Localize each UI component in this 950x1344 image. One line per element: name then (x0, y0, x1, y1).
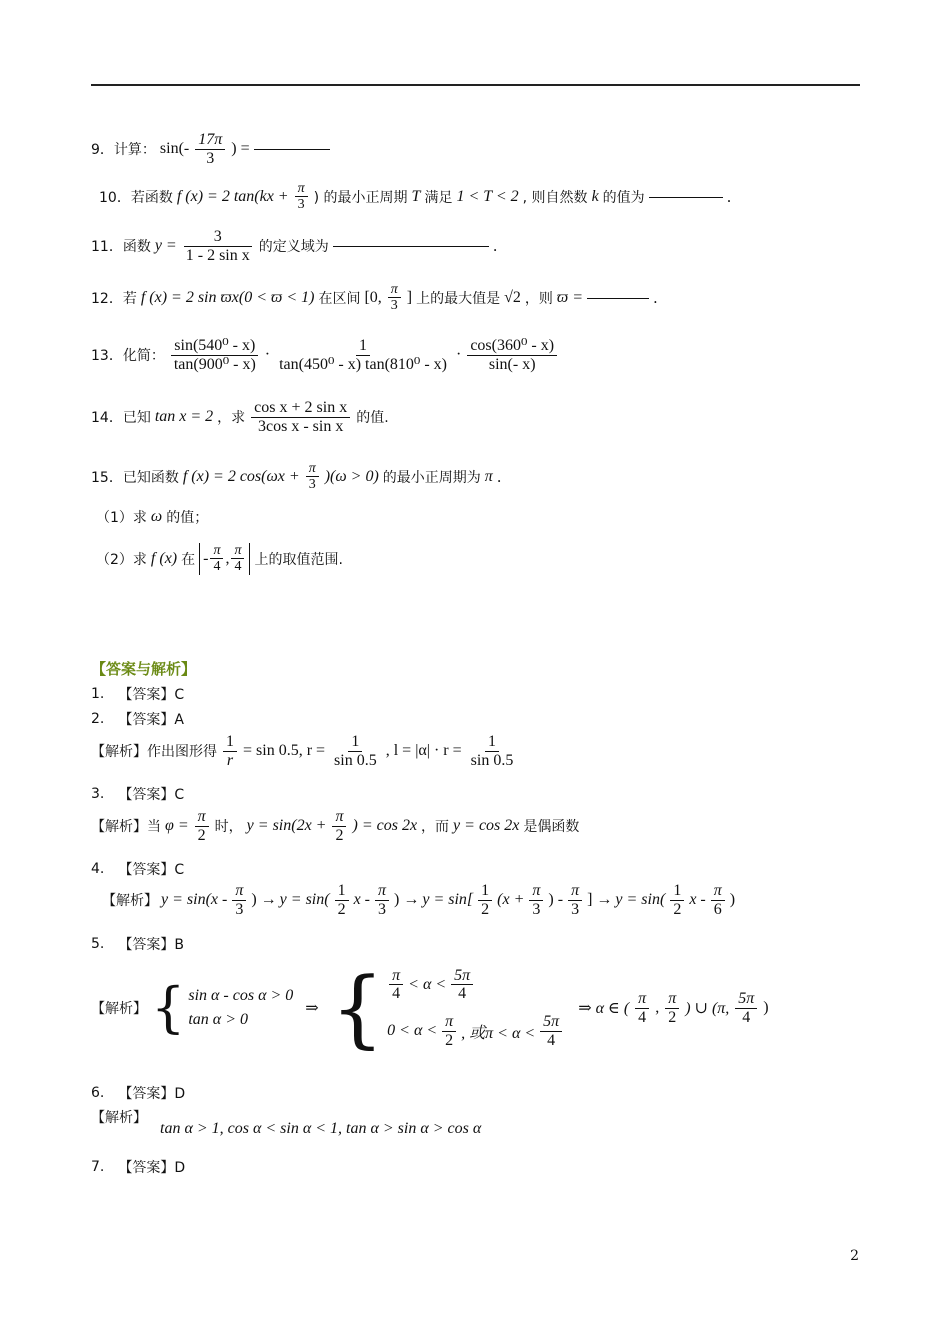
fraction-num: π (635, 990, 649, 1009)
fraction-num: 17π (195, 131, 225, 150)
fraction-num: π (665, 990, 679, 1009)
period-symbol: T (411, 187, 421, 205)
explanation-expr: y = cos 2x (453, 817, 520, 835)
answer-number: 7. (91, 1159, 105, 1175)
pi-symbol: π (484, 467, 493, 485)
part-text: 在 (181, 551, 196, 568)
fraction-den: 2 (445, 1031, 454, 1049)
fraction-num: cos x + 2 sin x (251, 399, 350, 418)
fraction-den: 2 (481, 900, 490, 918)
period-mark: . (496, 467, 502, 486)
fraction-num: 3 (184, 228, 252, 247)
answer-label: 【答案】B (118, 937, 184, 953)
fraction (442, 1013, 456, 1049)
step-expr: ] → (587, 891, 613, 909)
fraction-num: cos(360⁰ - x) (467, 337, 557, 356)
fraction-den: 6 (713, 900, 722, 918)
multiply-dot: · (264, 346, 271, 364)
fraction-num: 1 (485, 733, 499, 752)
problem-10-text: ) 的最小正周期 (313, 189, 408, 206)
fraction-den: 2 (197, 826, 206, 844)
fraction (183, 228, 253, 264)
problem-14-condition: tan x = 2 (154, 408, 214, 426)
fraction-num: π (232, 882, 246, 901)
problem-14-text: 的值. (356, 410, 389, 427)
answer-blank[interactable] (649, 196, 723, 198)
brace-icon: { (151, 976, 186, 1039)
inequality: tan α > 0 (188, 1011, 248, 1028)
fraction-den: sin 0.5 (334, 751, 377, 769)
step-expr: ) (729, 891, 736, 909)
step-expr: y = sin(x - (161, 891, 228, 909)
part-label: （2）求 (96, 551, 147, 568)
problem-15-expr: )(ω > 0) (324, 467, 379, 485)
explanation-label: 【解析】 (91, 1001, 147, 1017)
inequality-row (387, 967, 564, 1003)
fraction-den: 4 (638, 1008, 647, 1026)
fraction (670, 882, 684, 918)
fraction (295, 181, 308, 213)
explanation-label: 【解析】当 (91, 819, 161, 836)
fraction (171, 337, 259, 373)
minus-sign: - (203, 549, 209, 567)
step-expr: x - (689, 891, 706, 909)
fraction-num: π (529, 882, 543, 901)
part-text: 上的取值范围. (254, 551, 343, 568)
fraction-num: 1 (223, 733, 237, 752)
period-mark: . (653, 288, 658, 307)
problem-12-text: 在区间 (318, 290, 361, 307)
answer-1 (91, 684, 184, 704)
answer-label: 【答案】C (118, 787, 185, 803)
step-expr: ) → (394, 891, 420, 909)
explanation-6-label-line (91, 1107, 147, 1127)
fraction-den: 1 - 2 sin x (185, 246, 250, 264)
problem-11-expr: y = (154, 237, 177, 255)
explanation-4 (102, 882, 735, 918)
fraction (735, 990, 757, 1026)
problem-10-text: 满足 (424, 189, 453, 206)
explanation-5 (91, 959, 769, 1057)
answer-2 (91, 709, 184, 729)
answer-blank[interactable] (254, 148, 330, 150)
fraction (332, 808, 346, 844)
fraction-den: 4 (742, 1008, 751, 1026)
fraction-num: π (568, 882, 582, 901)
fraction-den: 4 (234, 559, 242, 575)
explanation-expr: y = sin(2x + (246, 817, 327, 835)
step-expr: x - (353, 891, 371, 909)
fraction (251, 399, 350, 435)
fraction-den: 3cos x - sin x (258, 417, 344, 435)
fraction-num: 5π (735, 990, 757, 1009)
explanation-expr: = sin 0.5, r = (243, 742, 326, 760)
answer-number: 6. (91, 1085, 105, 1101)
explanation-text: 是偶函数 (523, 819, 580, 836)
fraction (451, 967, 473, 1003)
problem-10 (99, 181, 731, 213)
problem-14 (91, 399, 389, 435)
explanation-label: 【解析】作出图形得 (91, 744, 217, 761)
fraction-num: π (231, 543, 244, 559)
fraction (467, 337, 557, 373)
result-expr: ) ∪ (π, (685, 1000, 730, 1017)
fraction-den: tan(450⁰ - x) tan(810⁰ - x) (279, 355, 447, 373)
problem-15-part-1 (96, 507, 208, 527)
fraction (223, 733, 237, 769)
answer-label: 【答案】D (118, 1086, 186, 1102)
fraction-den: 3 (297, 197, 305, 213)
problem-13-label: 13．化简： (91, 348, 165, 365)
step-expr: y = sin( (279, 891, 330, 909)
answer-6 (91, 1083, 185, 1103)
explanation-expr: , l = |α| · r = (385, 742, 462, 760)
fraction-num: 1 (335, 882, 349, 901)
fraction (195, 808, 209, 844)
problem-15-expr: f (x) = 2 cos(ωx + (182, 467, 300, 485)
fraction-den: 4 (213, 559, 221, 575)
fraction-num: 1 (356, 337, 370, 356)
answer-5 (91, 934, 184, 954)
answer-blank[interactable] (333, 245, 489, 247)
explanation-label: 【解析】 (102, 893, 158, 910)
problem-10-label: 10．若函数 (99, 189, 173, 206)
explanation-6 (160, 1120, 481, 1138)
header-rule (91, 84, 860, 86)
fraction-den: 2 (673, 900, 682, 918)
inequality: < α < (408, 975, 447, 993)
problem-12-text: ，则 (524, 290, 553, 307)
fraction (389, 967, 403, 1003)
inequality-system (151, 976, 294, 1039)
fraction-num: π (389, 967, 403, 986)
problem-12-text: 上的最大值是 (416, 290, 501, 307)
explanation-label: 【解析】 (91, 1110, 147, 1126)
fraction (388, 282, 401, 314)
answer-label: 【答案】A (118, 712, 184, 728)
fraction-num: 1 (348, 733, 362, 752)
answer-number: 1. (91, 686, 105, 702)
fraction-num: π (375, 882, 389, 901)
fraction (665, 990, 679, 1026)
fraction-den: r (226, 751, 234, 769)
inequality: sin α - cos α > 0 (188, 987, 294, 1004)
explanation-text: 时， (214, 819, 243, 836)
fraction (331, 733, 380, 769)
omega-symbol: ω (150, 508, 163, 525)
page-number: 2 (850, 1248, 859, 1264)
brace-icon: { (330, 959, 385, 1057)
answer-blank[interactable] (587, 297, 649, 299)
explanation-expr: tan α > 1, cos α < sin α < 1, tan α > sin α > cos α (160, 1120, 482, 1137)
part-text: 的值； (166, 510, 209, 526)
fraction-den: sin(- x) (488, 355, 536, 373)
fraction (478, 882, 492, 918)
problem-15 (91, 461, 502, 493)
part-label: （1）求 (96, 510, 147, 526)
answer-label: 【答案】C (118, 862, 185, 878)
step-expr: y = sin[ (422, 891, 474, 909)
result-expr: ) (763, 999, 769, 1016)
problem-10-text: 的值为 (602, 189, 645, 206)
comma: , (225, 549, 230, 567)
comma: , (655, 999, 660, 1016)
fraction (635, 990, 649, 1026)
answer-number: 2. (91, 711, 105, 727)
interval-start: [0, (364, 288, 382, 306)
answers-heading: 【答案与解析】 (91, 660, 197, 678)
fraction-num: 1 (478, 882, 492, 901)
fraction-den: 2 (335, 826, 344, 844)
answer-number: 5. (91, 936, 105, 952)
fraction-num: 1 (670, 882, 684, 901)
fraction-den: 3 (235, 900, 244, 918)
fraction-num: π (388, 282, 401, 298)
fraction-num: π (332, 808, 346, 827)
part-expr: f (x) (150, 549, 178, 567)
fraction-den: 2 (668, 1008, 677, 1026)
sqrt-value: √2 (504, 288, 521, 306)
inequality: 0 < α < (387, 1022, 438, 1040)
problem-12-label: 12．若 (91, 290, 137, 307)
fraction-den: sin 0.5 (470, 751, 514, 769)
answer-number: 3. (91, 786, 105, 802)
problem-9-label: 9．计算： (91, 142, 156, 159)
problem-13 (91, 337, 559, 373)
fraction-den: 3 (571, 900, 580, 918)
fraction (335, 882, 349, 918)
answer-4 (91, 859, 184, 879)
problem-10-text: , 则自然数 (522, 189, 588, 206)
inequality-system (330, 959, 565, 1057)
answer-number: 4. (91, 861, 105, 877)
fraction (276, 337, 450, 373)
explanation-text: ，而 (421, 819, 450, 836)
implies-arrow: ⇒ (305, 1000, 319, 1017)
fraction (210, 543, 223, 575)
closed-interval (199, 543, 250, 575)
fraction (540, 1013, 562, 1049)
problem-14-label: 14．已知 (91, 410, 151, 427)
fraction (568, 882, 582, 918)
fraction (231, 543, 244, 575)
fraction (711, 882, 725, 918)
problem-9-expr: sin(- (159, 140, 190, 158)
inequality: , 或π < α < (461, 1024, 536, 1042)
omega-symbol: ϖ = (556, 288, 583, 306)
problem-11-text: 的定义域为 (258, 239, 329, 256)
inequality-row (387, 1013, 564, 1049)
step-expr: (x + (497, 891, 525, 909)
fraction (306, 461, 319, 493)
explanation-2 (91, 733, 518, 769)
interval-end: ] (406, 288, 413, 306)
k-symbol: k (591, 187, 599, 205)
fraction-den: 3 (390, 298, 398, 314)
fraction-num: π (442, 1013, 456, 1032)
fraction-den: 4 (547, 1031, 556, 1049)
step-expr: ) → (251, 891, 277, 909)
answer-label: 【答案】C (118, 687, 185, 703)
fraction (195, 131, 225, 167)
fraction (529, 882, 543, 918)
period-condition: 1 < T < 2 (456, 187, 519, 205)
fraction-den: 4 (458, 985, 467, 1003)
step-expr: y = sin( (615, 891, 666, 909)
fraction-num: 5π (540, 1013, 562, 1032)
problem-12 (91, 282, 658, 314)
problem-12-expr: f (x) = 2 sin ϖx(0 < ϖ < 1) (140, 288, 315, 306)
fraction-num: π (210, 543, 223, 559)
problem-15-text: 的最小正周期为 (382, 469, 481, 486)
fraction-den: 2 (337, 900, 346, 918)
problem-9 (91, 131, 330, 167)
period-mark: . (492, 237, 498, 256)
fraction (232, 882, 246, 918)
period-mark: . (726, 187, 732, 206)
explanation-expr: φ = (165, 817, 189, 835)
fraction-num: 5π (451, 967, 473, 986)
fraction-den: 4 (392, 985, 401, 1003)
multiply-dot: · (456, 346, 462, 364)
problem-9-expr-end: ) = (231, 140, 250, 158)
problem-11 (91, 228, 498, 264)
fraction-den: tan(900⁰ - x) (173, 355, 256, 373)
fraction-num: π (711, 882, 725, 901)
problem-14-text: ，求 (217, 410, 246, 427)
fraction-den: 3 (378, 900, 387, 918)
answer-label: 【答案】D (118, 1160, 186, 1176)
explanation-3 (91, 808, 579, 844)
answer-7 (91, 1157, 185, 1177)
problem-15-part-2 (96, 543, 343, 575)
explanation-expr: ) = cos 2x (352, 817, 418, 835)
problem-10-expr: f (x) = 2 tan(kx + (176, 187, 289, 205)
fraction-num: π (295, 181, 308, 197)
fraction (375, 882, 389, 918)
fraction-num: sin(540⁰ - x) (171, 337, 258, 356)
fraction-den: 3 (532, 900, 541, 918)
fraction-den: 3 (206, 149, 215, 167)
problem-15-label: 15．已知函数 (91, 469, 179, 486)
problem-11-label: 11．函数 (91, 239, 151, 256)
fraction-num: π (195, 808, 209, 827)
result-expr: ⇒ α ∈ ( (578, 1000, 630, 1017)
fraction-num: π (306, 461, 319, 477)
step-expr: ) - (548, 891, 564, 909)
fraction-den: 3 (308, 477, 316, 493)
fraction (468, 733, 517, 769)
answer-3 (91, 784, 184, 804)
